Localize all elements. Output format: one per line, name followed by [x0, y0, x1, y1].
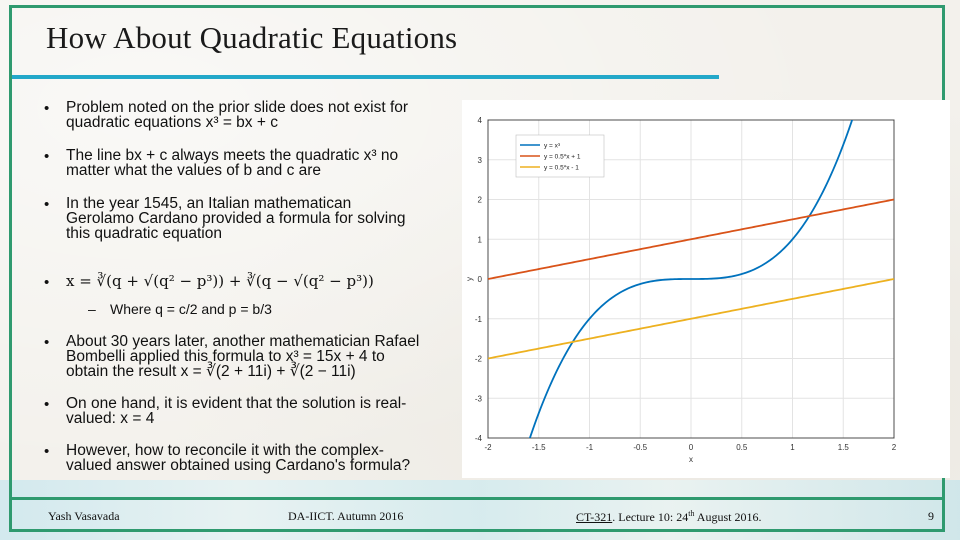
bullet-marker: •	[44, 148, 50, 165]
title-underline	[12, 75, 719, 79]
sub-bullet-text: Where q = c/2 and p = b/3	[110, 301, 272, 317]
x-tick-label: 2	[891, 443, 897, 452]
bullet-line: matter what the values of b and c are	[66, 162, 322, 179]
bullet-marker: •	[44, 334, 50, 351]
bullet-marker: •	[44, 274, 50, 291]
y-tick-label: -2	[474, 354, 482, 364]
bullet-line: Gerolamo Cardano provided a formula for solving	[66, 210, 406, 227]
y-tick-label: 0	[477, 275, 482, 284]
bullet-marker: •	[44, 100, 50, 117]
y-tick-label: 3	[477, 155, 482, 165]
bullet-line: About 30 years later, another mathematician Rafael	[66, 333, 420, 350]
bullet-marker: •	[44, 196, 50, 213]
x-tick-label: -2	[484, 443, 492, 452]
x-tick-label: 1.5	[837, 443, 849, 452]
cardano-formula: x = ∛(q + √(q² − p³)) + ∛(q − √(q² − p³))	[66, 272, 374, 290]
bullet-line: On one hand, it is evident that the solution is real-	[66, 395, 407, 412]
bullet-line: obtain the result x = ∛(2 + 11i) + ∛(2 − 11i)	[66, 363, 356, 380]
sub-bullet-marker: –	[88, 301, 96, 317]
footer-author: Yash Vasavada	[48, 509, 120, 523]
x-axis-label: x	[689, 455, 693, 464]
bullet-line: valued answer obtained using Cardano's formula?	[66, 457, 411, 474]
course-code-link[interactable]: CT-321	[576, 510, 613, 524]
x-tick-label: -1	[585, 443, 594, 452]
page-number: 9	[928, 509, 934, 523]
y-tick-label: 2	[477, 195, 482, 205]
bullet-line: Problem noted on the prior slide does not exist for	[66, 99, 409, 116]
legend-entry: y = 0.5*x + 1	[544, 153, 581, 161]
legend-entry: y = x³	[544, 142, 561, 150]
x-tick-label: 1	[790, 443, 795, 452]
y-tick-label: -4	[474, 434, 482, 443]
y-tick-label: -3	[474, 394, 482, 404]
slide-title: How About Quadratic Equations	[46, 20, 458, 55]
bullet-marker: •	[44, 443, 50, 460]
legend-entry: y = 0.5*x - 1	[544, 164, 579, 172]
footer-lecture	[576, 509, 761, 525]
x-tick-label: 0.5	[736, 443, 748, 452]
bullet-line: this quadratic equation	[66, 225, 222, 242]
bullet-line: quadratic equations x³ = bx + c	[66, 114, 278, 131]
x-tick-label: 0	[688, 443, 694, 452]
y-tick-label: 1	[477, 235, 482, 245]
bullet-line: In the year 1545, an Italian mathematican	[66, 195, 352, 212]
footer-course: DA-IICT. Autumn 2016	[288, 509, 404, 523]
function-plot	[462, 100, 950, 478]
lecture-sup: th	[688, 509, 695, 518]
lecture-date: August 2016.	[694, 510, 762, 524]
bullet-line: The line bx + c always meets the quadratic x³ no	[66, 147, 399, 164]
lecture-text: . Lecture 10: 24	[612, 510, 689, 524]
plot-panel	[462, 100, 950, 478]
x-tick-label: -1.5	[531, 443, 546, 452]
y-tick-label: 4	[477, 116, 482, 125]
footer-rule	[12, 497, 945, 500]
bullet-marker: •	[44, 396, 50, 413]
bullet-line: However, how to reconcile it with the complex-	[66, 442, 384, 459]
y-tick-label: -1	[474, 314, 482, 324]
y-axis-label: y	[465, 277, 474, 281]
bullet-line: valued: x = 4	[66, 410, 155, 427]
x-tick-label: -0.5	[633, 443, 648, 452]
bullet-line: Bombelli applied this formula to x³ = 15x + 4 to	[66, 348, 385, 365]
